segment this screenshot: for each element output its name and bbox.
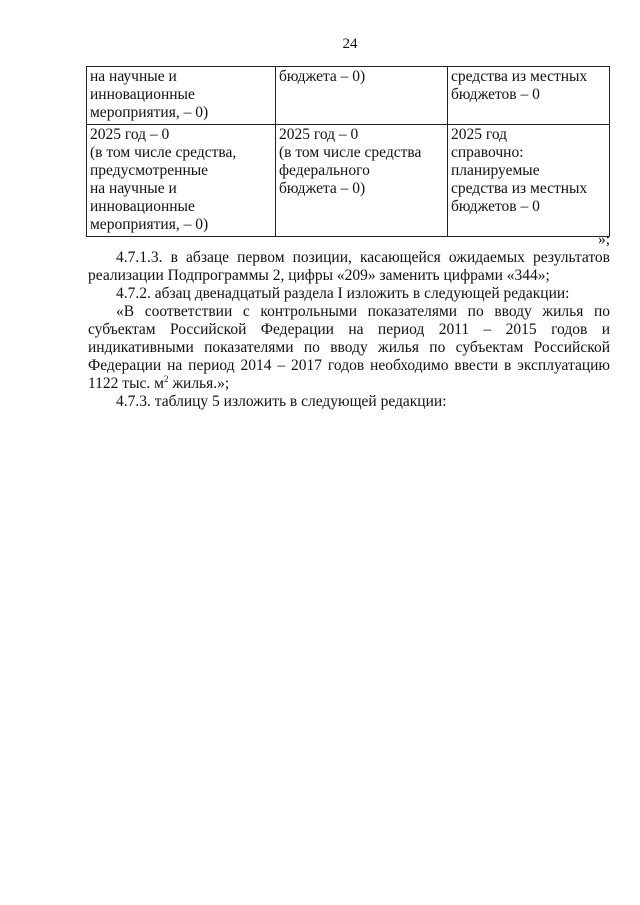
cell-line: предусмотренные [90, 162, 209, 179]
cell-line: (в том числе средства, [90, 144, 237, 161]
table-row [87, 67, 610, 125]
cell-line: бюджета – 0) [279, 180, 366, 197]
table-cell [87, 125, 276, 237]
page-number: 24 [342, 36, 358, 52]
table-row [87, 125, 610, 237]
cell-line: бюджетов – 0 [451, 86, 540, 103]
document-body [88, 249, 610, 411]
paragraph-line: «В соответствии с контрольными показателями по вводу жилья по [116, 303, 610, 320]
cell-line: на научные и [90, 68, 177, 85]
paragraph-line: индикативными показателями по вводу жилья по субъектам Российской [88, 339, 610, 356]
table-cell [448, 67, 610, 125]
cell-line: инновационные [90, 198, 195, 215]
text: 1122 тыс. м [88, 375, 164, 392]
paragraph-line [88, 375, 610, 393]
text: жилья.»; [168, 375, 230, 392]
paragraph-line: 4.7.1.3. в абзаце первом позиции, касающейся ожидаемых результатов [116, 249, 610, 266]
cell-line: мероприятия, – 0) [90, 104, 209, 121]
cell-line: бюджета – 0) [279, 68, 366, 85]
cell-line: планируемые [451, 162, 540, 179]
cell-line: бюджетов – 0 [451, 198, 540, 215]
cell-line: справочно: [451, 144, 524, 161]
table-cell [276, 125, 448, 237]
table-cell [276, 67, 448, 125]
table-cell [87, 67, 276, 125]
paragraph-line: 4.7.3. таблицу 5 изложить в следующей редакции: [116, 393, 447, 410]
cell-line: мероприятия, – 0) [90, 216, 209, 233]
cell-line: (в том числе средства [279, 144, 422, 161]
paragraph-line: 4.7.2. абзац двенадцатый раздела I изложить в следующей редакции: [116, 285, 570, 302]
cell-line: 2025 год – 0 [279, 126, 359, 143]
cell-line: средства из местных [451, 68, 588, 85]
table-cell [448, 125, 610, 237]
cell-line: инновационные [90, 86, 195, 103]
superscript: 2 [163, 373, 169, 384]
funding-table [86, 66, 610, 237]
closing-quote: »; [597, 231, 610, 248]
cell-line: 2025 год – 0 [90, 126, 170, 143]
cell-line: федерального [279, 162, 370, 179]
cell-line: 2025 год [451, 126, 508, 143]
cell-line: на научные и [90, 180, 177, 197]
paragraph-line: Федерации на период 2014 – 2017 годов необходимо ввести в эксплуатацию [88, 357, 610, 374]
paragraph-line: реализации Подпрограммы 2, цифры «209» заменить цифрами «344»; [88, 267, 550, 284]
paragraph-line: субъектам Российской Федерации на период 2011 – 2015 годов и [88, 321, 610, 338]
cell-line: средства из местных [451, 180, 588, 197]
